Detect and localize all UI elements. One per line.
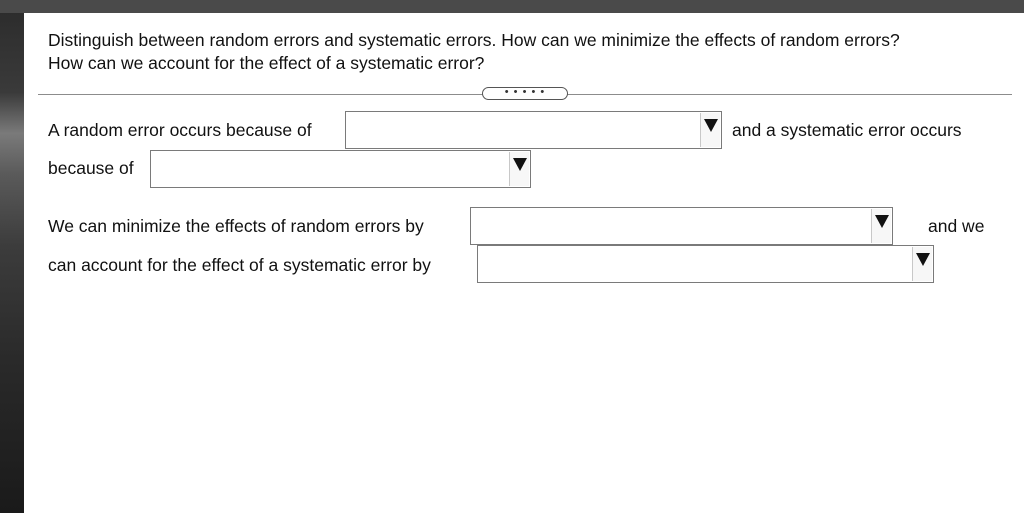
account-systematic-method-dropdown-button[interactable] xyxy=(912,247,932,281)
systematic-error-cause-dropdown-button[interactable] xyxy=(509,152,529,186)
sentence-1-middle: and a systematic error occurs xyxy=(732,120,962,140)
account-systematic-method-dropdown[interactable] xyxy=(477,245,934,283)
window-top-bar xyxy=(0,0,1024,13)
triangle-down-icon xyxy=(704,119,718,132)
question-line-2: How can we account for the effect of a systematic error? xyxy=(48,53,485,73)
triangle-down-icon xyxy=(875,215,889,228)
background-image-strip xyxy=(0,0,24,513)
sentence-2-prefix: We can minimize the effects of random errors by xyxy=(48,216,424,236)
systematic-error-cause-dropdown[interactable] xyxy=(150,150,531,188)
question-panel xyxy=(24,13,1024,513)
triangle-down-icon xyxy=(513,158,527,171)
sentence-1-second-line-prefix: because of xyxy=(48,158,134,178)
sentence-1-prefix: A random error occurs because of xyxy=(48,120,312,140)
question-text xyxy=(48,29,1008,75)
resize-handle[interactable]: • • • • • xyxy=(482,87,568,100)
sentence-2-second-line-prefix: can account for the effect of a systematic error by xyxy=(48,255,431,275)
question-line-1: Distinguish between random errors and systematic errors. How can we minimize the effects of random errors? xyxy=(48,30,900,50)
random-error-cause-dropdown-button[interactable] xyxy=(700,113,720,147)
sentence-2-middle: and we xyxy=(928,216,985,236)
triangle-down-icon xyxy=(916,253,930,266)
random-error-cause-dropdown[interactable] xyxy=(345,111,722,149)
minimize-random-method-dropdown[interactable] xyxy=(470,207,893,245)
minimize-random-method-dropdown-button[interactable] xyxy=(871,209,891,243)
